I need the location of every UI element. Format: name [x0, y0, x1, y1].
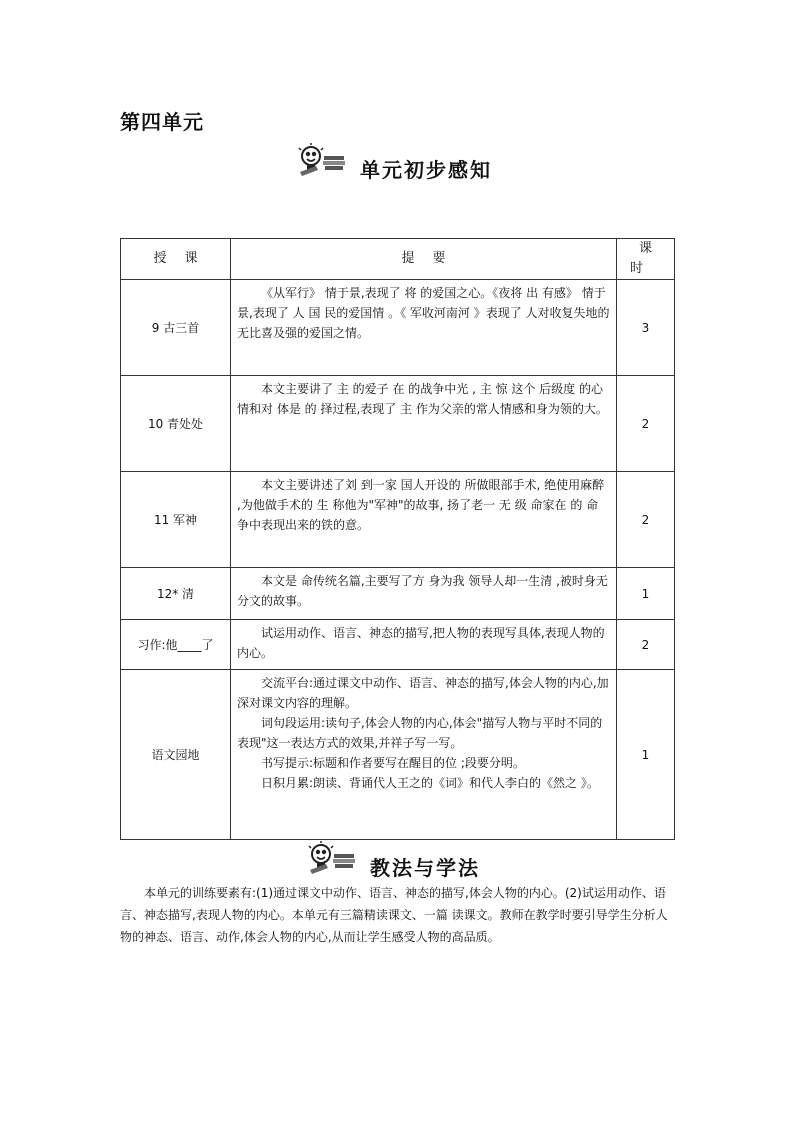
lesson-cell: 12* 清 [121, 568, 231, 620]
summary-text: 本文主要讲了 主 的爱子 在 的战争中光 , 主 惊 这个 后级度 的心情和对 体是 的 择过程,表现了 主 作为父亲的常人情感和身为领的大。 [237, 382, 608, 416]
table-row [121, 568, 675, 620]
hours-cell: 2 [617, 376, 675, 472]
section-title-overview: 单元初步感知 [360, 157, 492, 182]
section-header-methods [304, 840, 480, 880]
summary-text: 交流平台:通过课文中动作、语言、神态的描写,体会人物的内心,加深对课文内容的理解。 [237, 676, 609, 710]
lesson-cell: 9 古三首 [121, 280, 231, 376]
summary-text: 日积月累:朗读、背诵代人王之的《词》和代人李白的《然之 》。 [261, 776, 599, 790]
lesson-plan-table [120, 238, 675, 840]
table-row [121, 620, 675, 670]
summary-cell [231, 568, 617, 620]
summary-cell [231, 670, 617, 840]
summary-cell [231, 376, 617, 472]
summary-cell [231, 472, 617, 568]
summary-text: 本文是 命传统名篇,主要写了方 身为我 领导人却一生清 ,被时身无分文的故事。 [237, 574, 608, 608]
summary-cell [231, 620, 617, 670]
summary-text: 词句段运用:读句子,体会人物的内心,体会"描写人物与平时不同的表现"这一表达方式的效果,并祥子写一写。 [237, 716, 603, 750]
table-row [121, 670, 675, 840]
table-row [121, 472, 675, 568]
table-row [121, 376, 675, 472]
teaching-methods-paragraph: 本单元的训练要素有:(1)通过课文中动作、语言、神态的描写,体会人物的内心。(2)试运用动作、语言、神态描写,表现人物的内心。本单元有三篇精读课文、一篇 读课文。教师在教学时要引导学生分析人物的神态、语言、动作,体会人物的内心,从而让学生感受人物的高品质。 [120, 886, 668, 944]
header-hours: 课时 [617, 239, 675, 280]
table-row [121, 280, 675, 376]
lesson-cell: 10 青处处 [121, 376, 231, 472]
header-lesson: 授课 [121, 239, 231, 280]
section-title-methods: 教法与学法 [370, 855, 480, 880]
summary-text: 试运用动作、语言、神态的描写,把人物的表现写具体,表现人物的内心。 [237, 626, 605, 660]
table-header-row [121, 239, 675, 280]
unit-title: 第四单元 [120, 110, 204, 134]
lesson-cell: 11 军神 [121, 472, 231, 568]
lesson-cell: 语文园地 [121, 670, 231, 840]
hours-cell: 2 [617, 472, 675, 568]
lightbulb-books-emblem-icon [304, 840, 366, 880]
summary-text: 《从军行》 情于景,表现了 将 的爱国之心。《夜将 出 有感》 情于景,表现了 人 国 民的爱国情 。《 军收河南河 》表现了 人对收复失地的无比喜及强的爱国之情。 [237, 286, 610, 340]
summary-cell [231, 280, 617, 376]
lightbulb-books-emblem-icon [294, 142, 356, 182]
lesson-cell: 习作:他____了 [121, 620, 231, 670]
hours-cell: 1 [617, 670, 675, 840]
summary-text: 本文主要讲述了刘 到一家 国人开设的 所做眼部手术, 绝使用麻醉 ,为他做手术的 生 称他为"军神"的故事, 扬了老一 无 级 命家在 的 命争中表现出来的铁的意。 [237, 478, 605, 532]
header-summary: 提要 [231, 239, 617, 280]
hours-cell: 1 [617, 568, 675, 620]
hours-cell: 3 [617, 280, 675, 376]
hours-cell: 2 [617, 620, 675, 670]
summary-text: 书写提示:标题和作者要写在醒目的位 ;段要分明。 [261, 756, 525, 770]
section-header-overview [294, 142, 492, 182]
